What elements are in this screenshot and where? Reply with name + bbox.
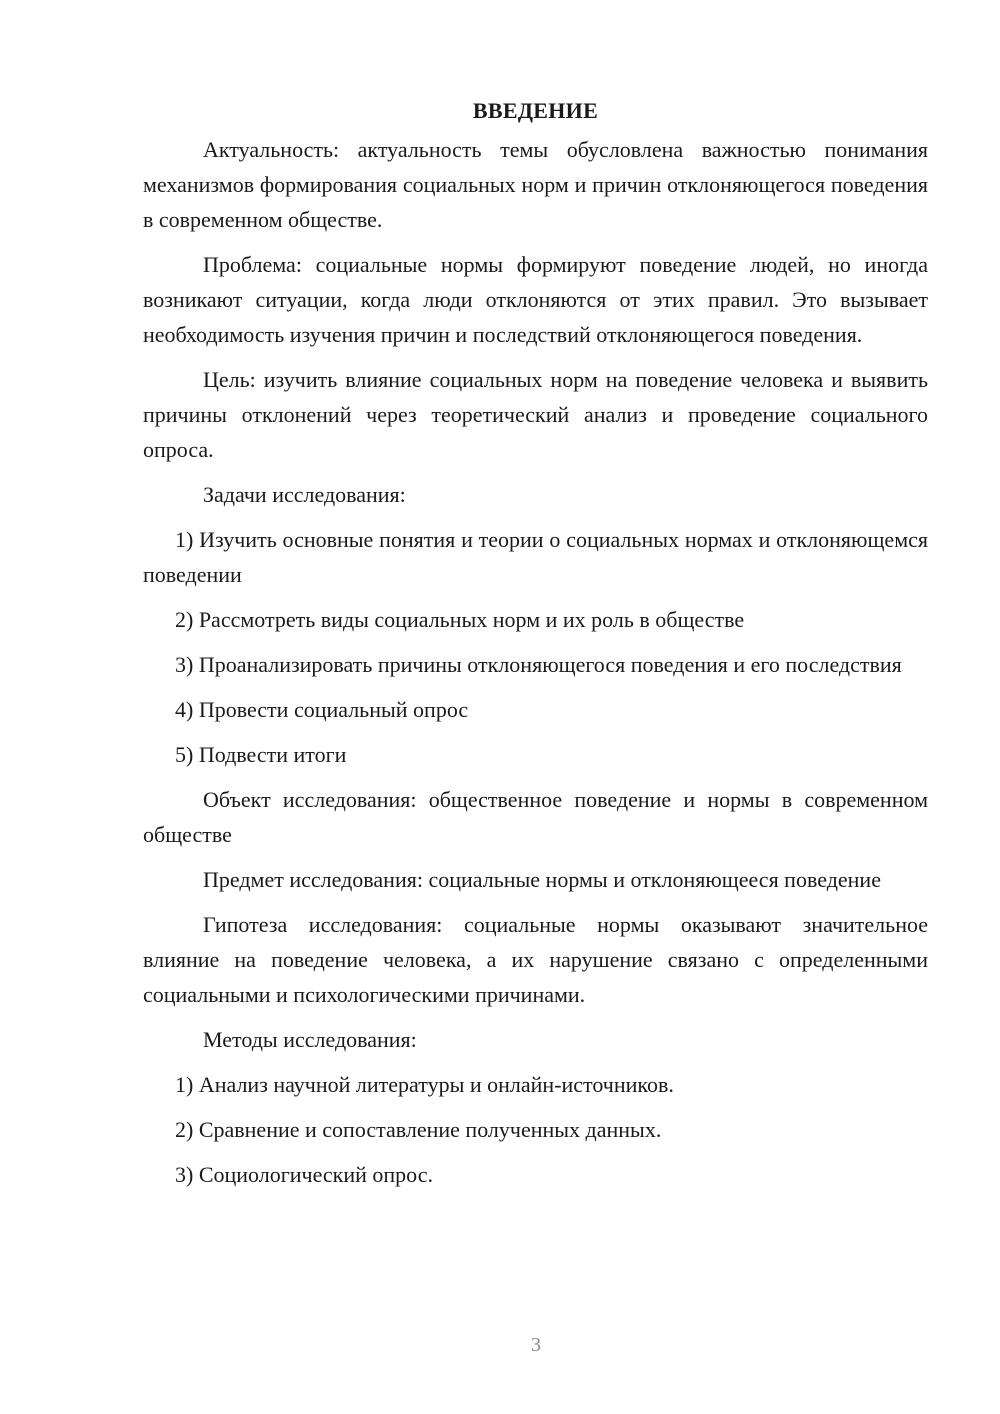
task-item-4: 4) Провести социальный опрос [175,697,469,722]
method-item-2: 2) Сравнение и сопоставление полученных данных. [175,1117,662,1142]
page-number: 3 [531,1334,541,1356]
document-page [143,96,928,1202]
task-item-5: 5) Подвести итоги [175,742,347,767]
hypothesis-paragraph: Гипотеза исследования: социальные нормы оказывают значительное влияние на поведение человека, а их нарушение связано с определенными социальными и психологическими причинами. [143,912,928,1007]
method-item-3: 3) Социологический опрос. [175,1162,433,1187]
task-item-3: 3) Проанализировать причины отклоняющегося поведения и его последствия [175,652,902,677]
task-item-1: 1) Изучить основные понятия и теории о социальных нормах и отклоняющемся поведении [143,527,928,587]
task-item-2: 2) Рассмотреть виды социальных норм и их роль в обществе [175,607,745,632]
section-title: ВВЕДЕНИЕ [472,98,599,123]
subject-paragraph: Предмет исследования: социальные нормы и отклоняющееся поведение [203,867,881,892]
method-item-1: 1) Анализ научной литературы и онлайн-источников. [175,1072,674,1097]
problem-paragraph: Проблема: социальные нормы формируют поведение людей, но иногда возникают ситуации, когда люди отклоняются от этих правил. Это вызывает необходимость изучения причин и последствий отклоняющегося поведения. [143,252,928,347]
goal-paragraph: Цель: изучить влияние социальных норм на поведение человека и выявить причины отклонений через теоретический анализ и проведение социального опроса. [143,367,928,462]
methods-heading: Методы исследования: [203,1027,417,1052]
relevance-paragraph: Актуальность: актуальность темы обусловлена важностью понимания механизмов формирования социальных норм и причин отклоняющегося поведения в современном обществе. [143,137,928,232]
object-paragraph: Объект исследования: общественное поведение и нормы в современном обществе [143,787,928,847]
tasks-heading: Задачи исследования: [203,482,406,507]
